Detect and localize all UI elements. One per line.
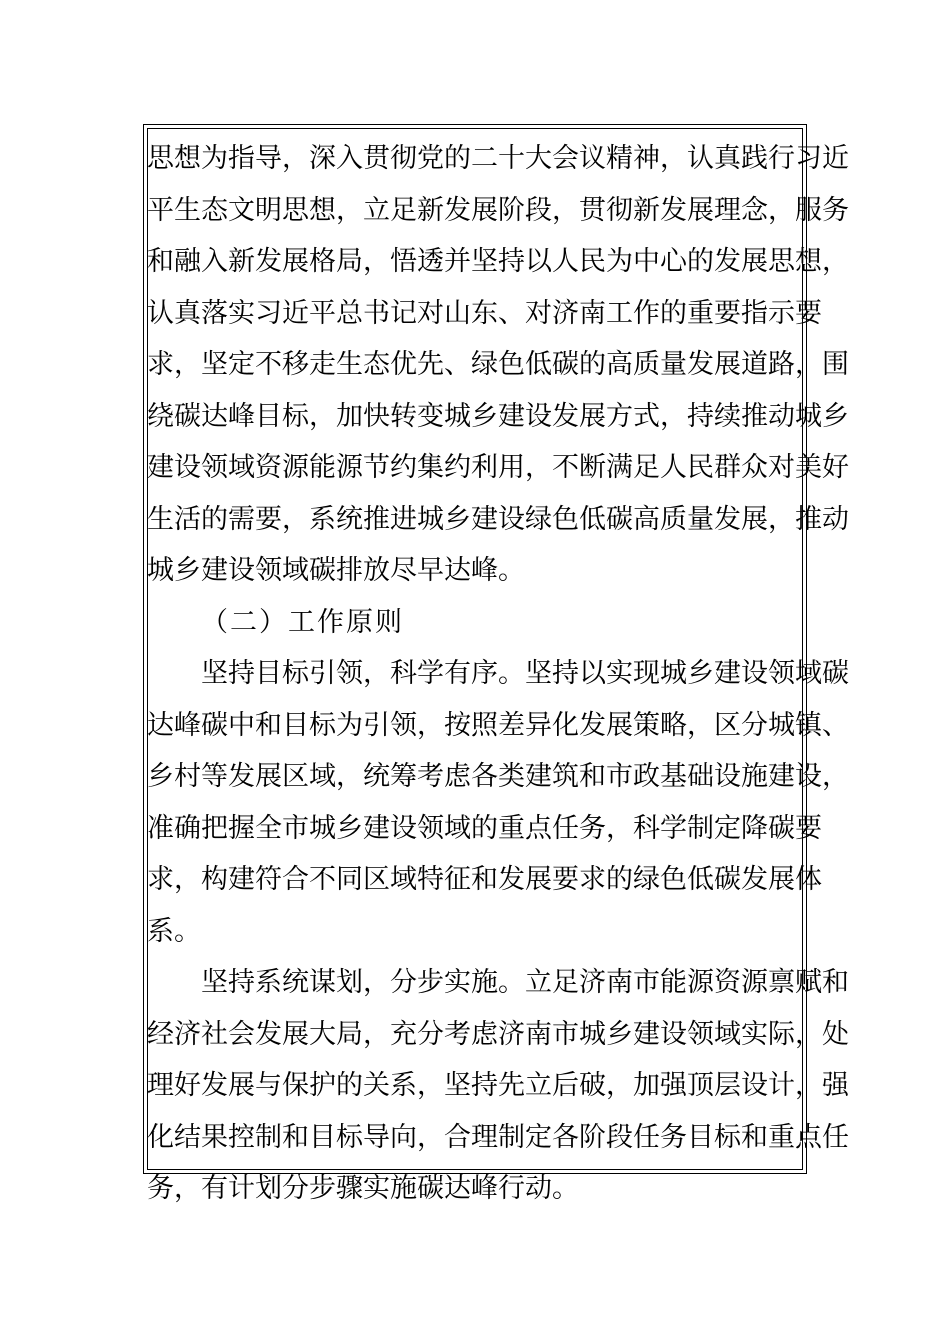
text-line: 化结果控制和目标导向，合理制定各阶段任务目标和重点任 — [147, 1122, 849, 1153]
text-line: 建设领域资源能源节约集约利用，不断满足人民群众对美好 — [147, 452, 849, 483]
text-line: 生活的需要，系统推进城乡建设绿色低碳高质量发展，推动 — [147, 504, 849, 535]
text-line: 求，坚定不移走生态优先、绿色低碳的高质量发展道路，围 — [147, 349, 849, 380]
text-line: 理好发展与保护的关系，坚持先立后破，加强顶层设计，强 — [147, 1070, 849, 1101]
text-line: 求，构建符合不同区域特征和发展要求的绿色低碳发展体 — [147, 864, 822, 895]
text-line: 乡村等发展区域，统筹考虑各类建筑和市政基础设施建设， — [147, 761, 849, 792]
text-line: 达峰碳中和目标为引领，按照差异化发展策略，区分城镇、 — [147, 710, 849, 741]
text-line: 和融入新发展格局，悟透并坚持以人民为中心的发展思想， — [147, 246, 849, 277]
text-line: 务，有计划分步骤实施碳达峰行动。 — [147, 1173, 579, 1204]
text-line: 认真落实习近平总书记对山东、对济南工作的重要指示要 — [147, 298, 822, 329]
text-line: 平生态文明思想，立足新发展阶段，贯彻新发展理念，服务 — [147, 195, 849, 226]
text-line: 城乡建设领域碳排放尽早达峰。 — [147, 555, 525, 586]
section-heading: （二）工作原则 — [201, 607, 404, 638]
text-line: 思想为指导，深入贯彻党的二十大会议精神，认真践行习近 — [147, 143, 849, 174]
text-line: 经济社会发展大局，充分考虑济南市城乡建设领域实际，处 — [147, 1019, 849, 1050]
text-line: 坚持系统谋划，分步实施。立足济南市能源资源禀赋和 — [201, 967, 849, 998]
text-line: 坚持目标引领，科学有序。坚持以实现城乡建设领域碳 — [201, 658, 849, 689]
document-body — [147, 128, 849, 1204]
text-line: 系。 — [147, 916, 201, 947]
text-line: 准确把握全市城乡建设领域的重点任务，科学制定降碳要 — [147, 813, 822, 844]
text-line: 绕碳达峰目标，加快转变城乡建设发展方式，持续推动城乡 — [147, 401, 849, 432]
